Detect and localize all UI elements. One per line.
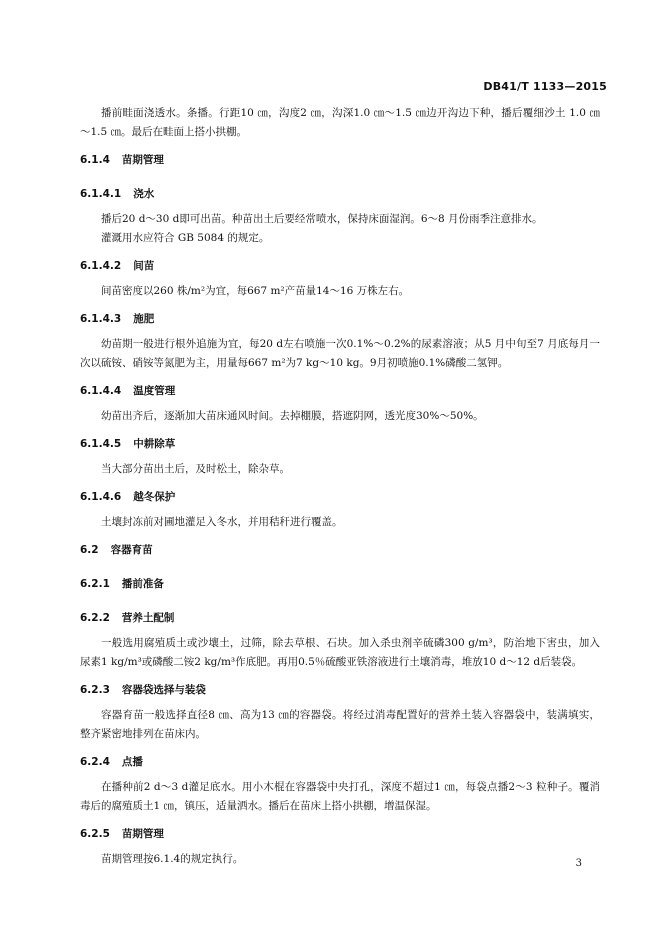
section-title: 容器袋选择与装袋 [121, 684, 206, 696]
section-heading [80, 186, 600, 202]
body-paragraph: 播前畦面浇透水。条播。行距10 ㎝，沟度2 ㎝，沟深1.0 ㎝～1.5 ㎝边开沟边下种，播后覆细沙土 1.0 ㎝～1.5 ㎝。最后在畦面上搭小拱棚。 [80, 107, 600, 138]
section-heading [80, 754, 600, 770]
body-paragraph: 在播种前2 d～3 d灌足底水。用小木棍在容器袋中央打孔，深度不超过1 ㎝，每袋点播2～3 粒种子。覆消毒后的腐殖质土1 ㎝，镇压，适量洒水。播后在苗床上搭小拱棚，增温保湿。 [80, 781, 600, 812]
section-heading [80, 489, 600, 505]
section-number: 6.1.4.2 [80, 260, 122, 272]
body-paragraph: 间苗密度以260 株/m²为宜，每667 m²产苗量14～16 万株左右。 [101, 285, 410, 297]
section-number: 6.1.4 [80, 154, 110, 166]
body-paragraph: 幼苗出齐后，逐渐加大苗床通风时间。去掉棚膜，搭遮阴网，透光度30%～50%。 [101, 410, 484, 422]
section-heading [80, 682, 600, 698]
body-paragraph: 苗期管理按6.1.4的规定执行。 [101, 853, 244, 865]
section-heading [80, 311, 600, 327]
section-heading [80, 610, 600, 626]
body-paragraph: 播后20 d～30 d即可出苗。种苗出土后要经常喷水，保持床面湿润。6～8 月份雨季注意排水。 [101, 213, 543, 225]
body-paragraph: 当大部分苗出土后，及时松土，除杂草。 [101, 463, 290, 475]
section-heading [80, 258, 600, 274]
section-title: 越冬保护 [133, 491, 176, 503]
section-title: 中耕除草 [133, 438, 176, 450]
section-number: 6.1.4.3 [80, 313, 122, 325]
section-heading [80, 576, 600, 592]
body-paragraph: 一般选用腐殖质土或沙壤土，过筛，除去草根、石块。加入杀虫剂辛硫磷300 g/m³，防治地下害虫，加入尿素1 kg/m³或磷酸二铵2 kg/m³作底肥。再用0.5％硫酸亚铁溶液进行土壤消毒，堆放10 d～12 d后装袋。 [80, 637, 600, 668]
section-number: 6.2.1 [80, 578, 110, 590]
document-body [80, 104, 600, 869]
section-number: 6.1.4.6 [80, 491, 122, 503]
section-heading [80, 826, 600, 842]
section-heading [80, 152, 600, 168]
section-title: 苗期管理 [121, 828, 164, 840]
section-number: 6.1.4.5 [80, 438, 122, 450]
section-number: 6.2.3 [80, 684, 110, 696]
section-title: 苗期管理 [121, 154, 164, 166]
section-number: 6.2.2 [80, 612, 110, 624]
body-paragraph: 土壤封冻前对圃地灌足入冬水，并用秸秆进行覆盖。 [101, 516, 343, 528]
page-number: 3 [575, 858, 582, 869]
document-code: DB41/T 1133—2015 [483, 80, 607, 93]
section-title: 间苗 [133, 260, 155, 272]
section-title: 温度管理 [133, 385, 176, 397]
section-title: 浇水 [133, 188, 155, 200]
section-title: 营养土配制 [121, 612, 175, 624]
section-number: 6.2 [80, 544, 99, 556]
body-paragraph: 幼苗期一般进行根外追施为宜，每20 d左右喷施一次0.1%～0.2%的尿素溶液；从5 月中旬至7 月底每月一次以硫铵、硝铵等氮肥为主，用量每667 m²为7 kg～10 kg。9月初喷施0.1%磷酸二氢钾。 [80, 338, 600, 369]
section-title: 施肥 [133, 313, 155, 325]
section-number: 6.1.4.4 [80, 385, 122, 397]
section-number: 6.1.4.1 [80, 188, 122, 200]
section-title: 容器育苗 [110, 544, 153, 556]
section-heading [80, 436, 600, 452]
section-heading [80, 542, 600, 558]
section-number: 6.2.4 [80, 756, 110, 768]
section-title: 播前准备 [121, 578, 164, 590]
section-title: 点播 [121, 756, 143, 768]
body-paragraph: 灌溉用水应符合 GB 5084 的规定。 [101, 232, 270, 244]
body-paragraph: 容器育苗一般选择直径8 ㎝、高为13 ㎝的容器袋。将经过消毒配置好的营养土装入容器袋中，装满填实，整齐紧密地排列在苗床内。 [80, 709, 600, 740]
section-heading [80, 383, 600, 399]
section-number: 6.2.5 [80, 828, 110, 840]
